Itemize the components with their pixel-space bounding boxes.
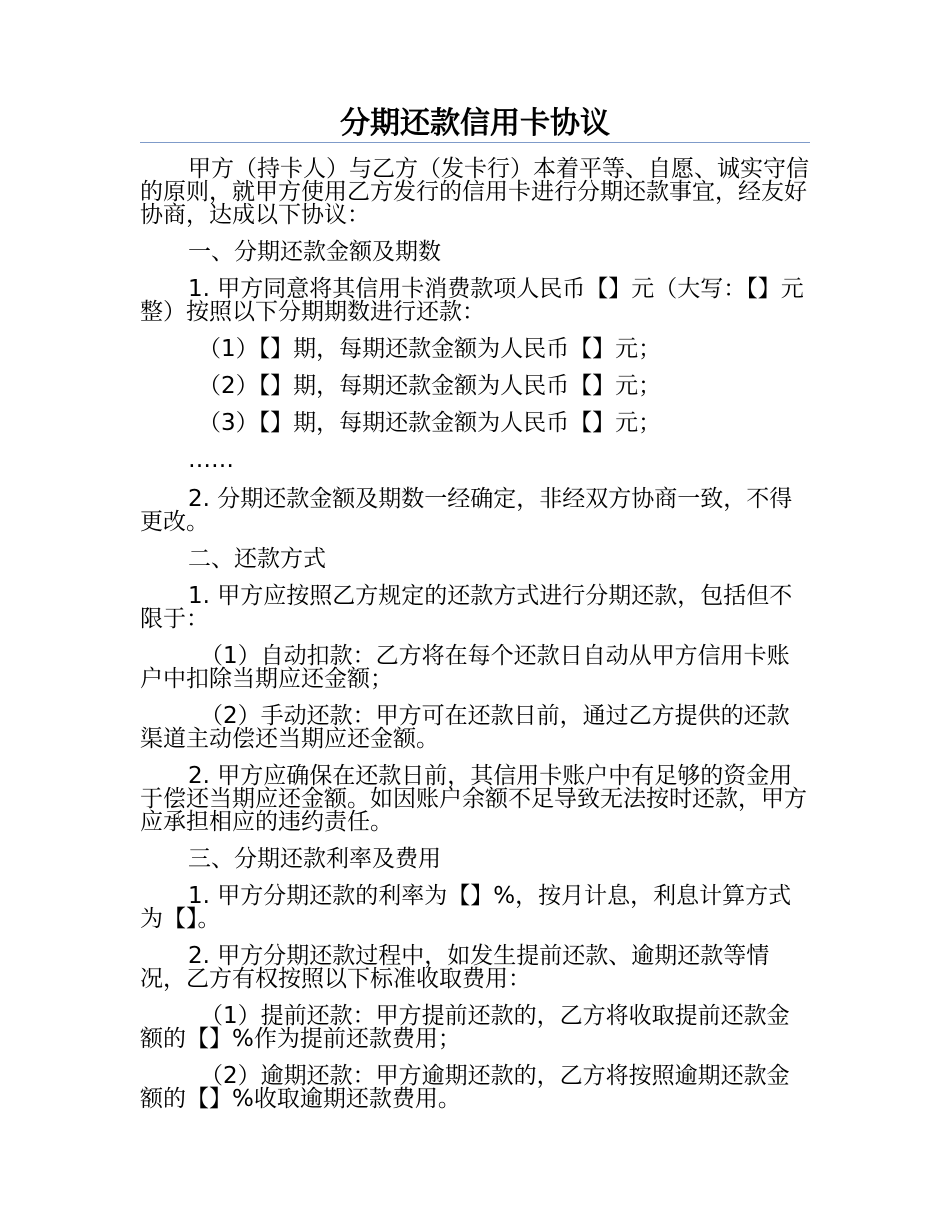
clause-2-2: 2. 甲方应确保在还款日前，其信用卡账户中有足够的资金用于偿还当期应还金额。如因账户余额不足导致无法按时还款，甲方应承担相应的违约责任。: [140, 763, 807, 835]
clause-3-2: 2. 甲方分期还款过程中，如发生提前还款、逾期还款等情况，乙方有权按照以下标准收取费用：: [140, 943, 770, 992]
clause-2-1-auto-debit: （1）自动扣款：乙方将在每个还款日自动从甲方信用卡账户中扣除当期应还金额；: [140, 643, 790, 692]
section-heading-2: 二、还款方式: [188, 546, 326, 572]
clause-1-2: 2. 分期还款金额及期数一经确定，非经双方协商一致，不得更改。: [140, 486, 793, 535]
title-block: [140, 100, 810, 143]
installment-item-3: （3）【】期，每期还款金额为人民币【】元；: [198, 410, 662, 436]
clause-2-1-manual-repay: （2）手动还款：甲方可在还款日前，通过乙方提供的还款渠道主动偿还当期应还金额。: [140, 703, 790, 752]
clause-3-1: 1. 甲方分期还款的利率为【】%，按月计息，利息计算方式为【】。: [140, 883, 792, 932]
clause-2-1: 1. 甲方应按照乙方规定的还款方式进行分期还款，包括但不限于：: [140, 583, 793, 632]
document-body: [140, 158, 810, 1125]
preamble-paragraph: 甲方（持卡人）与乙方（发卡行）本着平等、自愿、诚实守信的原则，就甲方使用乙方发行的信用卡进行分期还款事宜，经友好协商，达成以下协议：: [140, 156, 809, 228]
installment-item-2: （2）【】期，每期还款金额为人民币【】元；: [198, 373, 662, 399]
page-title: 分期还款信用卡协议: [340, 106, 610, 141]
section-heading-1: 一、分期还款金额及期数: [188, 239, 441, 265]
clause-3-2-overdue: （2）逾期还款：甲方逾期还款的，乙方将按照逾期还款金额的【】%收取逾期还款费用。: [140, 1063, 790, 1112]
ellipsis-line: ……: [188, 447, 234, 473]
clause-3-2-early-repay: （1）提前还款：甲方提前还款的，乙方将收取提前还款金额的【】%作为提前还款费用；: [140, 1003, 790, 1052]
clause-1-1: 1. 甲方同意将其信用卡消费款项人民币【】元（大写：【】元整）按照以下分期期数进行还款：: [140, 276, 804, 325]
section-heading-3: 三、分期还款利率及费用: [188, 846, 441, 872]
installment-item-1: （1）【】期，每期还款金额为人民币【】元；: [198, 336, 662, 362]
